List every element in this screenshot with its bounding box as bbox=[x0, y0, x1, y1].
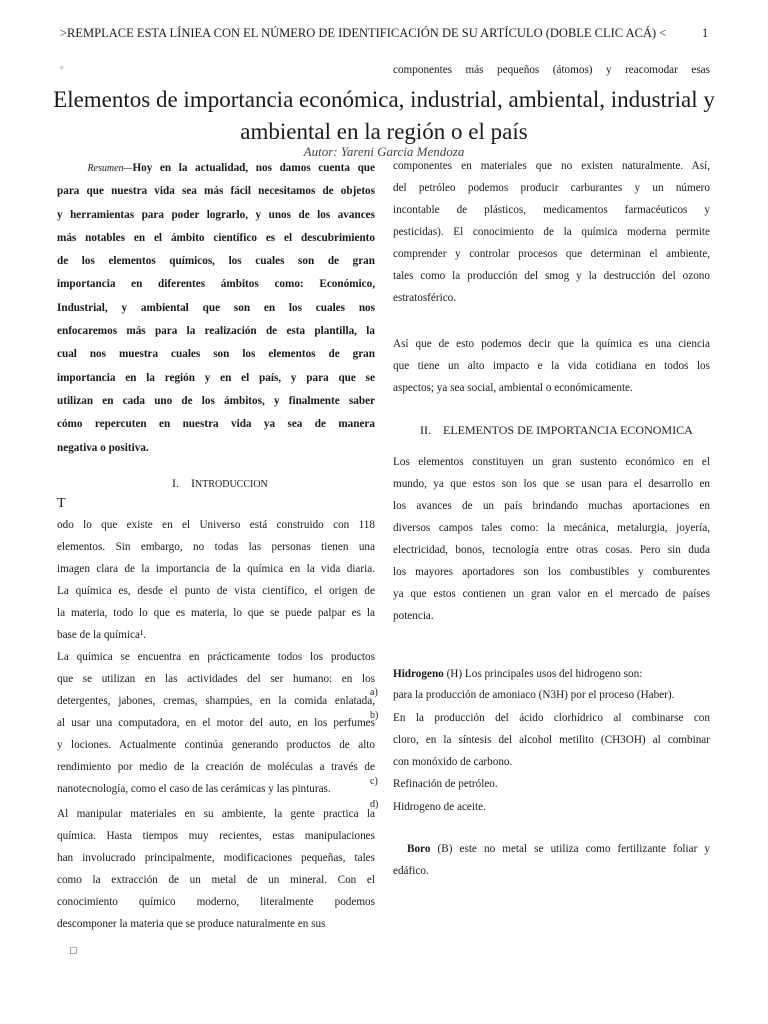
text-line: conocimiento químico moderno, literalmente podemos bbox=[57, 896, 375, 908]
text-line: rendimiento por medio de la creación de moléculas a través de bbox=[57, 761, 375, 773]
boron-heading: Boro (B) este no metal se utiliza como fertilizante foliar y bbox=[407, 843, 710, 855]
abstract-line: importancia en la región y en el país, y para que se bbox=[57, 371, 375, 384]
abstract-line: utilizan en cada uno de los ámbitos, y finalmente saber bbox=[57, 394, 375, 407]
abstract-line: más notables en el ámbito científico es el descubrimiento bbox=[57, 231, 375, 244]
abstract-line: enfocaremos más para la realización de esta plantilla, la bbox=[57, 325, 375, 338]
hydrogen-use-line: En la producción del ácido clorhídrico al combinarse con bbox=[393, 712, 710, 724]
drop-cap-letter: T bbox=[57, 496, 66, 511]
text-line: los avances de un país brindando muchas aportaciones en bbox=[393, 500, 710, 512]
text-line: al usar una computadora, en el motor del auto, en los perfumes bbox=[57, 717, 375, 729]
text-line: descomponer la materia que se produce naturalmente en sus bbox=[57, 918, 326, 930]
list-letter: c) bbox=[370, 776, 378, 787]
right-top-line: componentes más pequeños (átomos) y reacomodar esas bbox=[393, 64, 710, 76]
abstract-line: y herramientas para poder lograrlo, y unos de los avances bbox=[57, 208, 375, 221]
list-letter: b) bbox=[370, 710, 379, 721]
text-line: aspectos; ya sea social, ambiental o económicamente. bbox=[393, 382, 633, 394]
list-letter: a) bbox=[370, 687, 378, 698]
text-line: pesticidas). El conocimiento de la química moderna permite bbox=[393, 226, 710, 238]
text-line: del petróleo podemos producir carburantes y un número bbox=[393, 182, 710, 194]
text-line: química. Hasta tiempos muy recientes, estas manipulaciones bbox=[57, 830, 375, 842]
text-line: han involucrado principalmente, modificaciones pequeñas, tales bbox=[57, 852, 375, 864]
text-line: incontable de plásticos, medicamentos farmacéuticos y bbox=[393, 204, 710, 216]
text-line: nanotecnología, como el caso de las cerámicas y las pinturas. bbox=[57, 783, 331, 795]
text-line: odo lo que existe en el Universo está construido con 118 bbox=[57, 519, 375, 531]
right-paragraph-1 bbox=[393, 160, 710, 314]
abstract bbox=[57, 162, 375, 465]
text-line: Así que de esto podemos decir que la química es una ciencia bbox=[393, 338, 710, 350]
text-line: mundo, ya que estos son los que se usan para el desarrollo en bbox=[393, 478, 710, 490]
text-line: como la extracción de un metal de un mineral. Con el bbox=[57, 874, 375, 886]
hydrogen-use-line: Hidrogeno de aceite. bbox=[393, 801, 486, 813]
right-paragraph-3 bbox=[393, 456, 710, 632]
text-line: la materia, todo lo que es materia, lo que se puede palpar es la bbox=[57, 607, 375, 619]
abstract-line: cómo repercuten en nuestra vida ya sea de manera bbox=[57, 418, 375, 431]
section-heading-economic: II. ELEMENTOS DE IMPORTANCIA ECONOMICA bbox=[420, 423, 693, 437]
text-line: estratosférico. bbox=[393, 292, 457, 304]
abstract-line: de los elementos químicos, los cuales son de gran bbox=[57, 255, 375, 268]
intro-paragraph-1 bbox=[57, 519, 375, 651]
right-paragraph-2 bbox=[393, 338, 710, 404]
list-letter: d) bbox=[370, 799, 379, 810]
abstract-label: Resumen— bbox=[87, 163, 133, 174]
text-line: potencia. bbox=[393, 610, 434, 622]
text-line: ya que estos contienen un gran valor en el mercado de países bbox=[393, 588, 710, 600]
abstract-line bbox=[57, 162, 375, 185]
hydrogen-use-line: Refinación de petróleo. bbox=[393, 778, 498, 790]
hydrogen-use-line: para la producción de amoniaco (N3H) por el proceso (Haber). bbox=[393, 689, 675, 701]
intro-paragraph-3 bbox=[57, 808, 375, 940]
text-line: que se utilizan en las actividades del ser humano: en los bbox=[57, 673, 375, 685]
text-line: imagen clara de la importancia de la química en la vida diaria. bbox=[57, 563, 375, 575]
running-head: >REMPLACE ESTA LÍNIEA CON EL NÚMERO DE IDENTIFICACIÓN DE SU ARTÍCULO (DOBLE CLIC ACÁ) < bbox=[60, 26, 667, 40]
intro-paragraph-2 bbox=[57, 651, 375, 805]
section-heading-introduction: I. INTRODUCCION bbox=[172, 476, 268, 490]
text-line: comprender y controlar procesos que determinan el ambiente, bbox=[393, 248, 710, 260]
abstract-line: importancia en diferentes ámbitos como: Económico, bbox=[57, 278, 375, 291]
text-line: detergentes, jabones, cremas, shampúes, en la comida enlatada, bbox=[57, 695, 375, 707]
page-number: 1 bbox=[702, 26, 709, 40]
text-line: componentes en materiales que no existen naturalmente. Así, bbox=[393, 160, 710, 172]
hydrogen-use-line: con monóxido de carbono. bbox=[393, 756, 513, 768]
text-line: base de la química¹. bbox=[57, 629, 147, 641]
text-line: La química es, desde el punto de vista científico, el origen de bbox=[57, 585, 375, 597]
text-line: La química se encuentra en prácticamente todos los productos bbox=[57, 651, 375, 663]
paper-title: Elementos de importancia económica, industrial, ambiental, industrial y ambiental en la región o el país bbox=[53, 87, 715, 144]
abstract-line: Industrial, y ambiental que son en los cuales nos bbox=[57, 301, 375, 314]
abstract-text: Hoy en la actualidad, nos damos cuenta que bbox=[132, 162, 375, 174]
abstract-line: negativa o positiva. bbox=[57, 441, 149, 454]
text-line: elementos. Sin embargo, no todas las personas tienen una bbox=[57, 541, 375, 553]
text-line: Los elementos constituyen un gran sustento económico en el bbox=[393, 456, 710, 468]
text-line: electricidad, bonos, tecnología entre otras cosas. Pero sin duda bbox=[393, 544, 710, 556]
paragraph-mark-icon: ▫ bbox=[60, 62, 64, 72]
text-line: diversos campos tales como: la mecánica, metalurgia, joyería, bbox=[393, 522, 710, 534]
paragraph-mark-icon: □ bbox=[70, 945, 77, 957]
text-line: Al manipular materiales en su ambiente, la gente practica la bbox=[57, 808, 375, 820]
hydrogen-heading: Hidrogeno (H) Los principales usos del hidrogeno son: bbox=[393, 668, 643, 680]
abstract-line: cual nos muestra cuales son los elementos de gran bbox=[57, 348, 375, 361]
hydrogen-use-line: cloro, en la síntesis del alcohol metilito (CH3OH) al combinar bbox=[393, 734, 710, 746]
boron-line-2: edáfico. bbox=[393, 865, 429, 877]
text-line: tales como la producción del smog y la destrucción del ozono bbox=[393, 270, 710, 282]
abstract-line: para que nuestra vida sea más fácil necesitamos de objetos bbox=[57, 185, 375, 198]
text-line: los mayores aportadores son los combustibles y comburentes bbox=[393, 566, 710, 578]
text-line: y lociones. Actualmente continúa generando productos de alto bbox=[57, 739, 375, 751]
text-line: que tiene un alto impacto e la vida cotidiana en todos los bbox=[393, 360, 710, 372]
author-line: Autor: Yareni Garcia Mendoza bbox=[303, 144, 465, 159]
